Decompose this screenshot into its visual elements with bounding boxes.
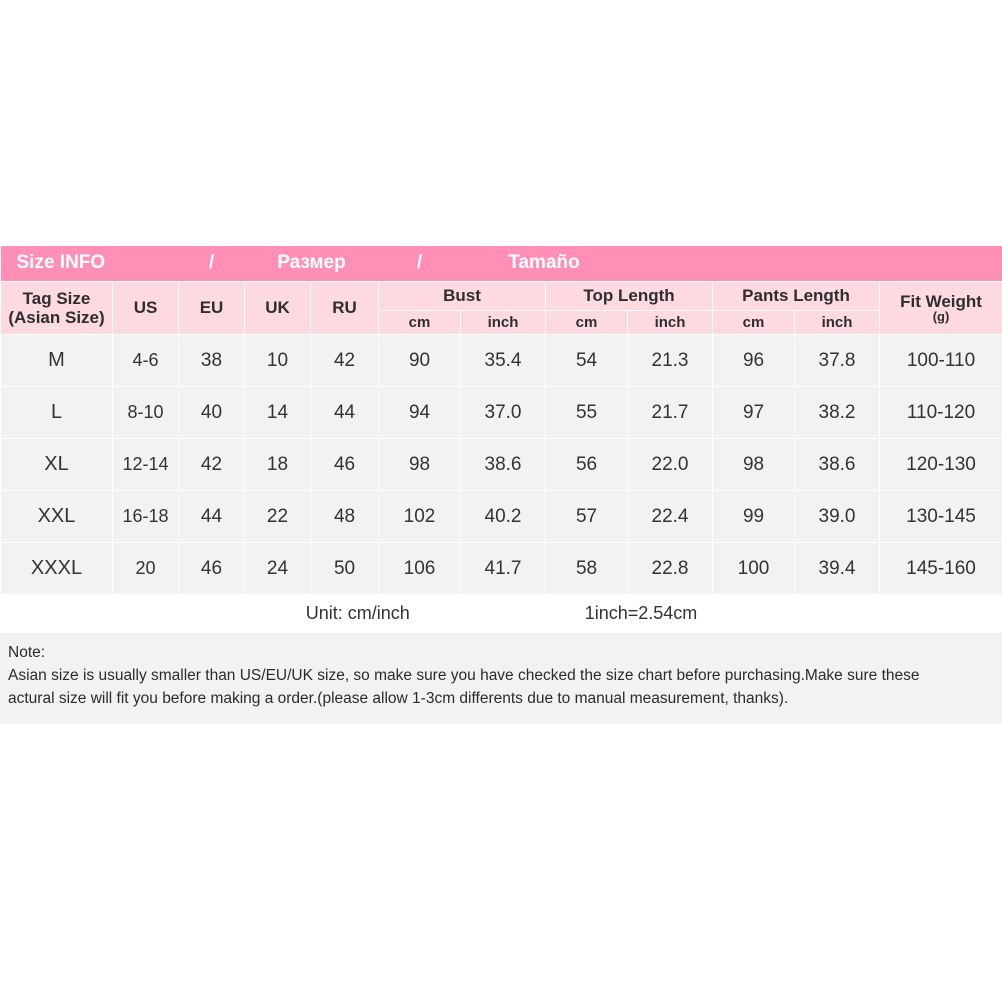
header-fit-weight-unit: (g) — [932, 308, 950, 324]
table-row — [1, 543, 1002, 595]
cell-uk: 22 — [245, 491, 311, 543]
header-pants-length: Pants Length — [713, 282, 880, 311]
cell-bust-inch: 35.4 — [461, 335, 546, 387]
note-title: Note: — [8, 644, 46, 661]
header-bust-cm: cm — [379, 311, 461, 335]
cell-size: XXXL — [1, 543, 113, 595]
cell-pants-inch: 38.2 — [795, 387, 880, 439]
cell-us: 4-6 — [113, 335, 179, 387]
header-top-cm: cm — [546, 311, 628, 335]
banner-size-info: Size INFO — [1, 246, 179, 282]
cell-fit-weight: 130-145 — [880, 491, 1002, 543]
note-block — [0, 633, 1002, 724]
cell-bust-cm: 90 — [379, 335, 461, 387]
cell-bust-inch: 40.2 — [461, 491, 546, 543]
cell-bust-cm: 94 — [379, 387, 461, 439]
cell-us: 12-14 — [113, 439, 179, 491]
banner-size-ru: Размер — [245, 246, 379, 282]
cell-top-cm: 58 — [546, 543, 628, 595]
header-tag-size-line2: (Asian Size) — [8, 308, 105, 327]
cell-ru: 46 — [311, 439, 379, 491]
conversion-label: 1inch=2.54cm — [584, 603, 698, 623]
banner-size-es: Tamaño — [461, 246, 628, 282]
header-tag-size-line1: Tag Size — [22, 288, 91, 308]
cell-pants-inch: 38.6 — [795, 439, 880, 491]
cell-top-inch: 22.8 — [628, 543, 713, 595]
cell-pants-cm: 97 — [713, 387, 795, 439]
cell-pants-cm: 98 — [713, 439, 795, 491]
cell-uk: 24 — [245, 543, 311, 595]
unit-row — [1, 595, 1002, 634]
table-row — [1, 335, 1002, 387]
size-chart-table — [0, 246, 1002, 633]
banner-separator-1: / — [179, 246, 245, 282]
banner-row — [1, 246, 1002, 282]
cell-top-inch: 21.7 — [628, 387, 713, 439]
cell-ru: 42 — [311, 335, 379, 387]
header-fit-weight — [880, 282, 1002, 335]
cell-bust-cm: 98 — [379, 439, 461, 491]
cell-fit-weight: 145-160 — [880, 543, 1002, 595]
cell-top-cm: 55 — [546, 387, 628, 439]
note-body: Asian size is usually smaller than US/EU/UK size, so make sure you have checked the size chart before purchasing.Make sure these actural size will fit you before making a order.(please allow 1-3cm differents due to manual measurement, thanks). — [8, 667, 920, 707]
cell-bust-inch: 38.6 — [461, 439, 546, 491]
cell-top-cm: 57 — [546, 491, 628, 543]
cell-size: XL — [1, 439, 113, 491]
cell-us: 20 — [113, 543, 179, 595]
cell-top-inch: 22.0 — [628, 439, 713, 491]
cell-fit-weight: 100-110 — [880, 335, 1002, 387]
cell-pants-inch: 39.4 — [795, 543, 880, 595]
header-fit-weight-label: Fit Weight — [900, 291, 982, 311]
banner-spacer — [628, 246, 1002, 282]
header-top-inch: inch — [628, 311, 713, 335]
cell-ru: 48 — [311, 491, 379, 543]
cell-uk: 18 — [245, 439, 311, 491]
unit-label: Unit: cm/inch — [305, 603, 410, 623]
cell-size: L — [1, 387, 113, 439]
cell-eu: 42 — [179, 439, 245, 491]
cell-us: 16-18 — [113, 491, 179, 543]
cell-size: XXL — [1, 491, 113, 543]
header-main-row — [1, 282, 1002, 311]
header-uk: UK — [245, 282, 311, 335]
header-us: US — [113, 282, 179, 335]
cell-pants-cm: 100 — [713, 543, 795, 595]
table-row — [1, 387, 1002, 439]
cell-pants-inch: 37.8 — [795, 335, 880, 387]
cell-eu: 38 — [179, 335, 245, 387]
cell-uk: 14 — [245, 387, 311, 439]
header-bust: Bust — [379, 282, 546, 311]
cell-top-inch: 22.4 — [628, 491, 713, 543]
cell-pants-cm: 96 — [713, 335, 795, 387]
cell-ru: 44 — [311, 387, 379, 439]
banner-separator-2: / — [379, 246, 461, 282]
header-ru: RU — [311, 282, 379, 335]
header-pants-inch: inch — [795, 311, 880, 335]
cell-uk: 10 — [245, 335, 311, 387]
unit-row-cell — [1, 595, 1002, 634]
cell-bust-inch: 41.7 — [461, 543, 546, 595]
header-bust-inch: inch — [461, 311, 546, 335]
cell-top-cm: 54 — [546, 335, 628, 387]
cell-us: 8-10 — [113, 387, 179, 439]
header-pants-cm: cm — [713, 311, 795, 335]
cell-top-cm: 56 — [546, 439, 628, 491]
cell-pants-cm: 99 — [713, 491, 795, 543]
cell-pants-inch: 39.0 — [795, 491, 880, 543]
header-top-length: Top Length — [546, 282, 713, 311]
size-chart-container — [0, 246, 1002, 724]
cell-size: M — [1, 335, 113, 387]
cell-ru: 50 — [311, 543, 379, 595]
cell-eu: 40 — [179, 387, 245, 439]
cell-bust-inch: 37.0 — [461, 387, 546, 439]
cell-fit-weight: 120-130 — [880, 439, 1002, 491]
cell-fit-weight: 110-120 — [880, 387, 1002, 439]
cell-top-inch: 21.3 — [628, 335, 713, 387]
cell-bust-cm: 102 — [379, 491, 461, 543]
table-row — [1, 491, 1002, 543]
cell-bust-cm: 106 — [379, 543, 461, 595]
header-eu: EU — [179, 282, 245, 335]
header-tag-size — [1, 282, 113, 335]
cell-eu: 46 — [179, 543, 245, 595]
table-row — [1, 439, 1002, 491]
cell-eu: 44 — [179, 491, 245, 543]
